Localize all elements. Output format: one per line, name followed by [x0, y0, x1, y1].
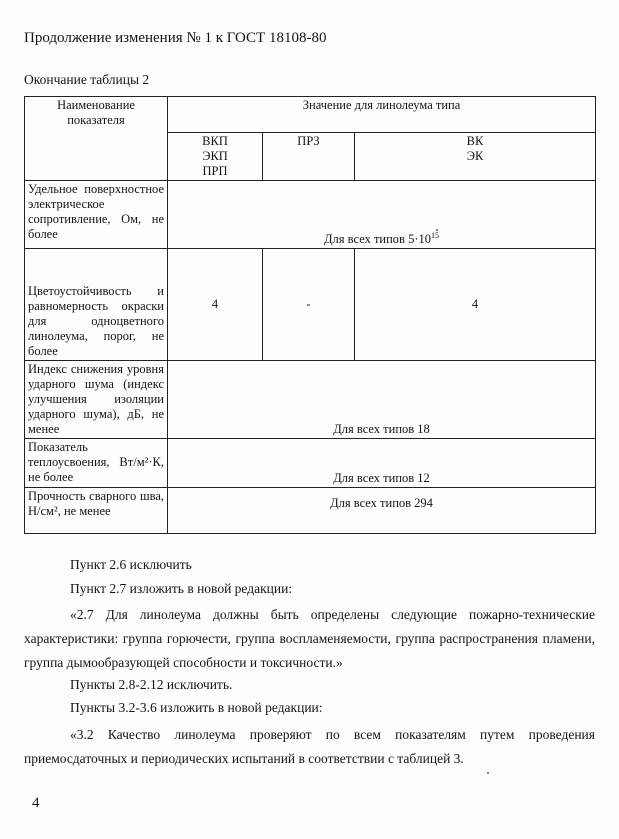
page-number: 4: [32, 795, 40, 811]
row-value-heat: Для всех типов 12: [168, 439, 596, 488]
type-vk: ВК: [466, 134, 484, 148]
properties-table: [24, 96, 596, 534]
row-name-noise: Индекс снижения уровня ударного шума (индекс улучшения изоляции ударного шума), дБ, не менее: [25, 361, 168, 439]
row-value-resistance: [168, 181, 596, 249]
page-header: Продолжение изменения № 1 к ГОСТ 18108-80: [24, 30, 327, 46]
type-group-3: [355, 133, 596, 181]
scan-speck: [487, 772, 489, 774]
row-name-colorfastness: Цветоустойчивость и равномерность окраски для одноцветного линолеума, порог, не более: [25, 249, 168, 361]
row-value-noise: Для всех типов 18: [168, 361, 596, 439]
scan-speck: [436, 229, 438, 231]
paragraph-3-2-text: «3.2 Качество линолеума проверяют по всем показателям путем проведения приемосдаточных и периодических испытаний в соответствии с таблицей 3.: [24, 727, 595, 766]
row-value-colorfastness-2: -: [263, 249, 355, 361]
row-value-weld: Для всех типов 294: [168, 488, 596, 534]
row-name-weld: Прочность сварного шва, Н/см², не менее: [25, 488, 168, 534]
type-ek: ЭК: [466, 149, 484, 163]
type-ekp: ЭКП: [202, 149, 228, 163]
header-values: Значение для линолеума типа: [168, 97, 596, 133]
row-value-colorfastness-1: 4: [168, 249, 263, 361]
type-prp: ПРП: [202, 164, 228, 178]
paragraph-2-6: Пункт 2.6 исключить: [70, 557, 192, 572]
row-name-heat: Показатель теплоусвоения, Вт/м²·К, не более: [25, 439, 168, 488]
table-caption: Окончание таблицы 2: [24, 72, 150, 87]
paragraph-3-2-intro: Пункты 3.2-3.6 изложить в новой редакции:: [70, 700, 323, 715]
row-name-resistance: Удельное поверхностное электрическое сопротивление, Ом, не более: [25, 181, 168, 249]
resistance-value-text: Для всех типов 5·10: [324, 232, 431, 246]
paragraph-2-7-text: «2.7 Для линолеума должны быть определены следующие пожарно-технические характеристики: группа горючести, группа воспламеняемости, группа распространения пламени, группа дымообразующей способности и токсичности.»: [24, 607, 595, 670]
type-prz: ПРЗ: [297, 134, 320, 148]
row-value-colorfastness-3: 4: [355, 249, 596, 361]
paragraph-2-8: Пункты 2.8-2.12 исключить.: [70, 677, 233, 692]
paragraph-2-7-intro: Пункт 2.7 изложить в новой редакции:: [70, 581, 293, 596]
type-group-2: [263, 133, 355, 181]
type-vkp: ВКП: [202, 134, 228, 148]
resistance-exponent: 15: [431, 230, 439, 240]
header-indicator: Наименование показателя: [25, 97, 168, 181]
type-group-1: [168, 133, 263, 181]
